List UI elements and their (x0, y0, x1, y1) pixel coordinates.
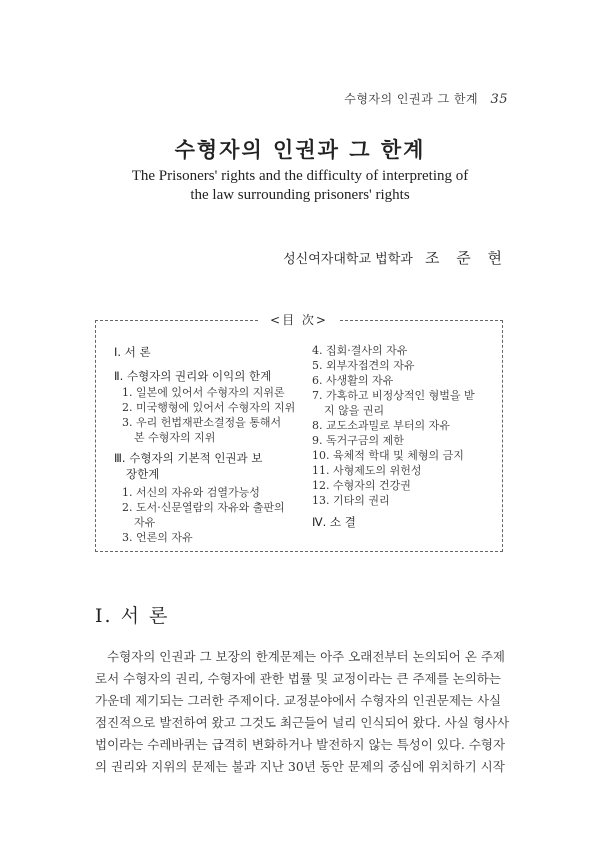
paper-title-korean: 수형자의 인권과 그 한계 (174, 138, 426, 162)
toc-item: 4. 집회·결사의 자유 (312, 344, 408, 357)
toc-item: 3. 우리 헌법재판소결정을 통해서 (122, 416, 282, 429)
toc-heading-text: <目 次> (260, 313, 338, 327)
paragraph-line: 의 권리와 지위의 문제는 불과 지난 30년 동안 문제의 중심에 위치하기 시작 (95, 759, 505, 774)
toc-section-2: Ⅱ. 수형자의 권리와 이익의 한계 (114, 369, 272, 383)
toc-item: 3. 언론의 자유 (122, 531, 193, 544)
toc-item: 10. 육체적 학대 및 체형의 금지 (312, 449, 464, 462)
author-name: 조 준 현 (424, 249, 508, 267)
paragraph-line: 로서 수형자의 권리, 수형자에 관한 법률 및 교정이라는 큰 주제를 논의하는 (95, 671, 501, 686)
running-title: 수형자의 인권과 그 한계 (344, 92, 479, 106)
section-heading: Ⅰ. 서 론 (95, 605, 170, 627)
paragraph-line: 점진적으로 발전하여 왔고 그것도 최근들어 널리 인식되어 왔다. 사실 형사사 (95, 715, 510, 730)
toc-item: 8. 교도소과밀로 부터의 자유 (312, 419, 450, 432)
toc-item: 12. 수형자의 건강권 (312, 479, 411, 492)
author-affiliation: 성신여자대학교 법학과 (283, 252, 413, 267)
paragraph-line: 가운데 제기되는 그러한 주제이다. 교정분야에서 수형자의 인권문제는 사실 (95, 693, 502, 708)
toc-section-3-continued: 장한계 (126, 467, 160, 481)
paper-title-english (0, 167, 600, 205)
toc-item-continued: 본 수형자의 지위 (134, 431, 216, 444)
english-title-line-2: the law surrounding prisoners' rights (190, 187, 410, 203)
toc-item: 5. 외부자접견의 자유 (312, 359, 415, 372)
english-title-line-1: The Prisoners' rights and the difficulty of interpreting of (131, 168, 469, 184)
toc-item: 1. 서신의 자유와 검열가능성 (122, 486, 260, 499)
toc-item: 2. 미국행형에 있어서 수형자의 지위 (122, 401, 296, 414)
table-of-contents (95, 313, 503, 552)
toc-heading (96, 313, 502, 327)
toc-section-3: Ⅲ. 수형자의 기본적 인권과 보 (114, 451, 263, 465)
author-line (283, 247, 508, 268)
toc-item: 7. 가혹하고 비정상적인 형벌을 받 (312, 389, 475, 402)
toc-item-continued: 지 않을 권리 (324, 404, 385, 417)
toc-item: 11. 사형제도의 위헌성 (312, 464, 422, 477)
toc-section-1: Ⅰ. 서 론 (114, 345, 151, 359)
body-paragraph (95, 646, 510, 778)
toc-item: 13. 기타의 권리 (312, 494, 390, 507)
toc-item: 1. 일본에 있어서 수형자의 지위론 (122, 386, 285, 399)
toc-item: 6. 사생활의 자유 (312, 374, 394, 387)
paragraph-line: 수형자의 인권과 그 보장의 한계문제는 아주 오래전부터 논의되어 온 주제 (107, 649, 506, 664)
page-number: 35 (490, 92, 508, 107)
paragraph-line: 법이라는 수레바퀴는 급격히 변화하거나 발전하지 않는 특성이 있다. 수형자 (95, 737, 506, 752)
toc-item: 2. 도서·신문열람의 자유와 출판의 (122, 501, 285, 514)
toc-item-continued: 자유 (134, 516, 156, 529)
toc-item: 9. 독거구금의 제한 (312, 434, 404, 447)
toc-section-4: Ⅳ. 소 결 (312, 515, 356, 529)
running-header (344, 90, 508, 107)
